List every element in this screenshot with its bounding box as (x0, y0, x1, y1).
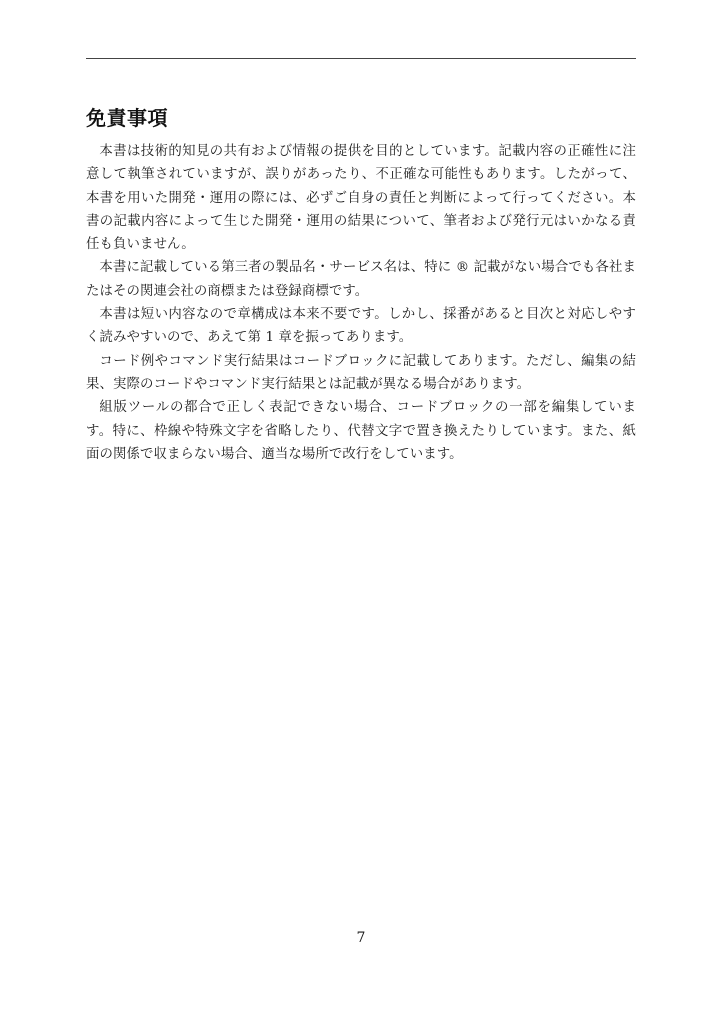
main-content (86, 104, 636, 466)
header-rule (86, 58, 636, 59)
code-block-note-paragraph: コード例やコマンド実行結果はコードブロックに記載してあります。ただし、編集の結果、実際のコードやコマンド実行結果とは記載が異なる場合があります。 (86, 353, 636, 392)
section-title: 免責事項 (86, 106, 168, 130)
trademark-paragraph: 本書に記載している第三者の製品名・サービス名は、特に ® 記載がない場合でも各社またはその関連会社の商標または登録商標です。 (86, 260, 636, 299)
disclaimer-paragraph-1: 本書は技術的知見の共有および情報の提供を目的としています。記載内容の正確性に注意して執筆されていますが、誤りがあったり、不正確な可能性もあります。したがって、本書を用いた開発・運用の際には、必ずご自身の責任と判断によって行ってください。本書の記載内容によって生じた開発・運用の結果について、筆者および発行元はいかなる責任も負いません。 (86, 144, 636, 253)
chapter-note-paragraph: 本書は短い内容なので章構成は本来不要です。しかし、採番があると目次と対応しやすく読みやすいので、あえて第 1 章を振ってあります。 (86, 307, 636, 346)
page-number: 7 (356, 930, 366, 946)
typesetting-note-paragraph: 組版ツールの都合で正しく表記できない場合、コードブロックの一部を編集しています。特に、枠線や特殊文字を省略したり、代替文字で置き換えたりしています。また、紙面の関係で収まらない場合、適当な場所で改行をしています。 (86, 400, 636, 462)
